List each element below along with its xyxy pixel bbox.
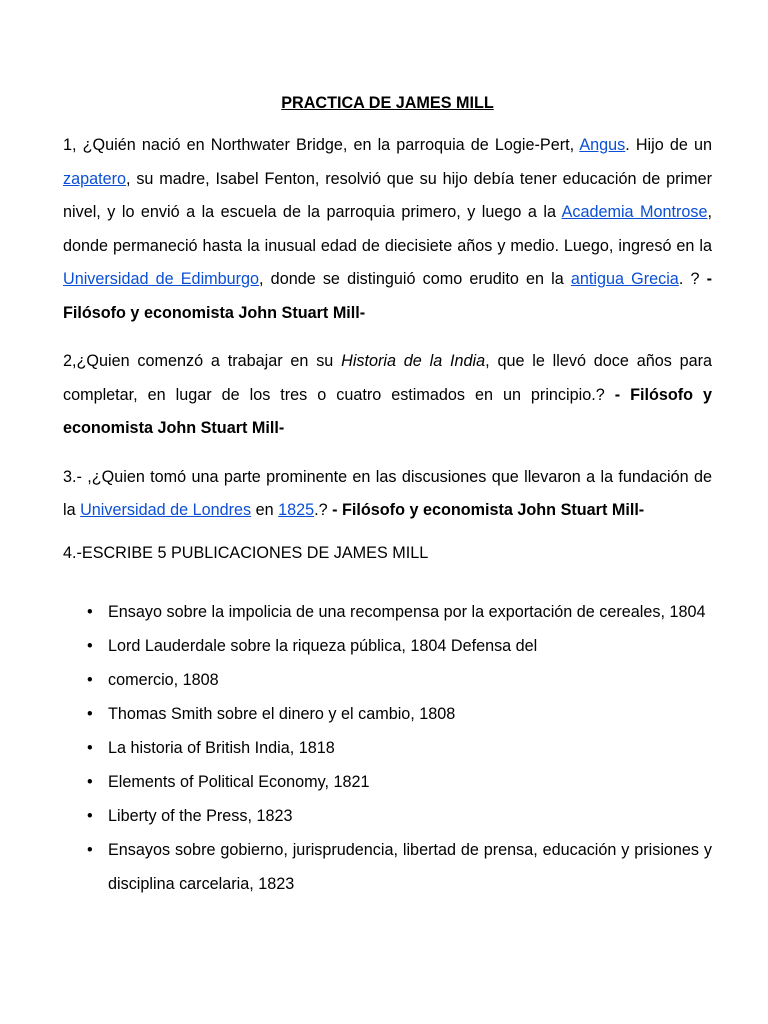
link-universidad-londres[interactable]: Universidad de Londres <box>80 501 252 519</box>
bullet-icon: • <box>87 636 93 655</box>
question-1-text: , donde permaneció hasta la inusual edad de diecisiete años y medio. Luego, ingresó en la <box>63 203 713 255</box>
list-item: • La historia of British India, 1818 <box>63 731 712 765</box>
list-item: • Ensayos sobre gobierno, jurisprudencia, libertad de prensa, educación y prisiones y disciplina carcelaria, 1823 <box>63 833 712 901</box>
link-antigua-grecia[interactable]: antigua Grecia <box>570 270 679 288</box>
bullet-icon: • <box>87 670 93 689</box>
question-1-answer: - Filósofo y economista John Stuart Mill- <box>63 270 712 322</box>
list-item: • Liberty of the Press, 1823 <box>63 799 712 833</box>
bullet-icon: • <box>87 704 93 723</box>
list-item: • Ensayo sobre la impolicia de una recompensa por la exportación de cereales, 1804 <box>63 595 712 629</box>
question-3-text: en <box>251 501 279 519</box>
list-item: • Elements of Political Economy, 1821 <box>63 765 712 799</box>
question-2-answer: - Filósofo y economista John Stuart Mill- <box>63 385 712 437</box>
bullet-icon: • <box>87 772 93 791</box>
question-3 <box>63 461 712 528</box>
bullet-icon: • <box>87 840 93 859</box>
question-1 <box>63 129 712 330</box>
list-item: • Thomas Smith sobre el dinero y el cambio, 1808 <box>63 697 712 731</box>
book-title: Historia de la India <box>341 352 486 370</box>
question-3-answer: - Filósofo y economista John Stuart Mill- <box>332 501 645 519</box>
publications-list <box>63 595 712 901</box>
question-1-text: , donde se distinguió como erudito en la <box>259 270 571 288</box>
question-3-text: .? <box>314 501 333 519</box>
question-4-heading: 4.-ESCRIBE 5 PUBLICACIONES DE JAMES MILL <box>63 543 429 562</box>
link-academia-montrose[interactable]: Academia Montrose <box>561 203 708 221</box>
question-2-text: , que le llevó doce años para completar, en lugar de los tres o cuatro estimados en un principio.? <box>63 352 712 404</box>
list-item: • Lord Lauderdale sobre la riqueza pública, 1804 Defensa del <box>63 629 712 663</box>
link-year-1825[interactable]: 1825 <box>278 501 315 519</box>
question-2-text: 2,¿Quien comenzó a trabajar en su <box>63 352 342 370</box>
link-zapatero[interactable]: zapatero <box>63 169 126 188</box>
bullet-icon: • <box>87 806 93 825</box>
list-item: • comercio, 1808 <box>63 663 712 697</box>
question-2 <box>63 345 712 446</box>
question-1-text: , su madre, Isabel Fenton, resolvió que su hijo debía tener educación de primer nivel, y lo envió a la escuela de la parroquia primero, y luego a la <box>63 169 712 221</box>
question-1-text: . ? <box>678 270 707 288</box>
bullet-icon: • <box>87 738 93 757</box>
question-1-text: . Hijo de un <box>625 136 712 154</box>
bullet-icon: • <box>87 602 93 621</box>
page-title: PRACTICA DE JAMES MILL <box>281 94 494 112</box>
link-universidad-edimburgo[interactable]: Universidad de Edimburgo <box>63 270 260 288</box>
link-angus[interactable]: Angus <box>579 136 626 154</box>
question-1-text: 1, ¿Quién nació en Northwater Bridge, en la parroquia de Logie-Pert, <box>63 136 580 154</box>
question-3-text: 3.- ,¿Quien tomó una parte prominente en las discusiones que llevaron a la fundación de la <box>63 467 712 519</box>
